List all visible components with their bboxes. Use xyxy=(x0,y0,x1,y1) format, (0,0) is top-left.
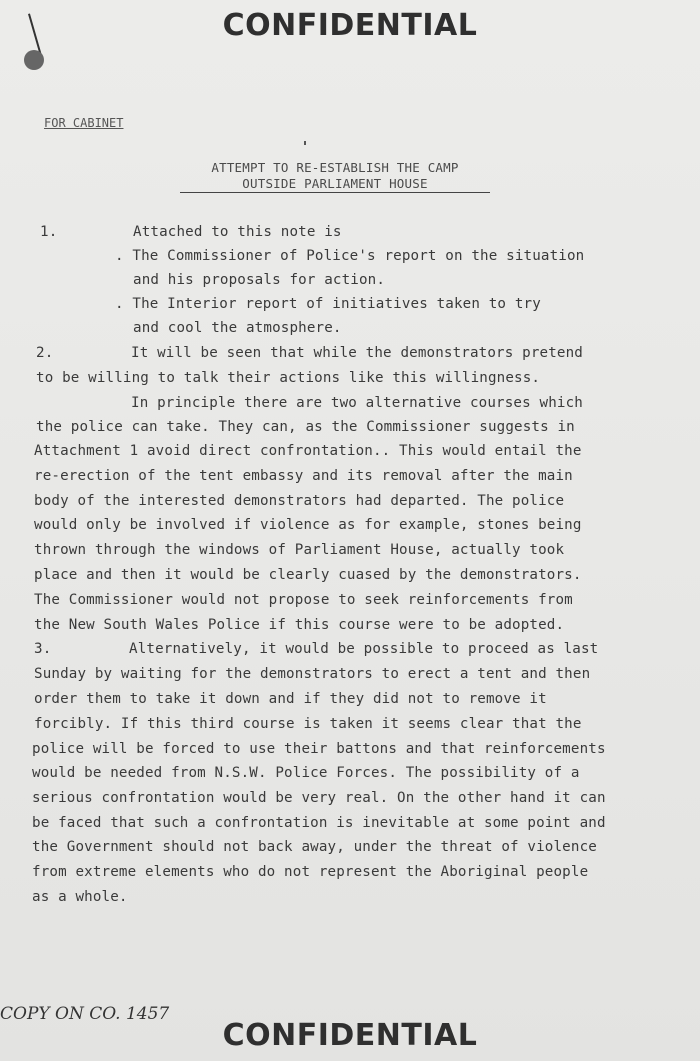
text-line: thrown through the windows of Parliament House, actually took xyxy=(34,542,565,558)
text-line: 1. xyxy=(40,224,58,240)
text-line: Alternatively, it would be possible to proceed as last xyxy=(129,641,599,657)
text-line: 2. xyxy=(36,345,54,361)
text-line: be faced that such a confrontation is inevitable at some point and xyxy=(32,815,606,831)
confidential-stamp-bottom: CONFIDENTIAL xyxy=(222,1018,478,1053)
text-line: would only be involved if violence as for example, stones being xyxy=(34,517,582,533)
text-line: and his proposals for action. xyxy=(133,272,386,288)
text-line: . The Interior report of initiatives taken to try xyxy=(115,296,541,312)
text-line: the Government should not back away, under the threat of violence xyxy=(32,839,597,855)
text-line: Sunday by waiting for the demonstrators to erect a tent and then xyxy=(34,666,591,682)
text-line: Attached to this note is xyxy=(133,224,342,240)
text-line: It will be seen that while the demonstrators pretend xyxy=(131,345,583,361)
text-line: and cool the atmosphere. xyxy=(133,320,342,336)
text-line: the New South Wales Police if this course were to be adopted. xyxy=(34,617,565,633)
document-title-line2: OUTSIDE PARLIAMENT HOUSE xyxy=(180,176,490,193)
header-label: FOR CABINET xyxy=(44,116,124,130)
text-line: . The Commissioner of Police's report on the situation xyxy=(115,248,585,264)
text-line: Attachment 1 avoid direct confrontation.. This would entail the xyxy=(34,443,582,459)
text-line: would be needed from N.S.W. Police Forces. The possibility of a xyxy=(32,765,580,781)
text-line: to be willing to talk their actions like this willingness. xyxy=(36,370,541,386)
text-line: police will be forced to use their battons and that reinforcements xyxy=(32,741,606,757)
text-line: place and then it would be clearly cuased by the demonstrators. xyxy=(34,567,582,583)
ink-dot xyxy=(304,141,306,145)
text-line: forcibly. If this third course is taken it seems clear that the xyxy=(34,716,582,732)
punch-hole xyxy=(24,50,44,70)
text-line: the police can take. They can, as the Commissioner suggests in xyxy=(36,419,575,435)
text-line: 3. xyxy=(34,641,52,657)
text-line: from extreme elements who do not represent the Aboriginal people xyxy=(32,864,589,880)
document-title-line1: ATTEMPT TO RE-ESTABLISH THE CAMP xyxy=(211,160,459,175)
text-line: body of the interested demonstrators had departed. The police xyxy=(34,493,565,509)
text-line: serious confrontation would be very real. On the other hand it can xyxy=(32,790,606,806)
text-line: The Commissioner would not propose to seek reinforcements from xyxy=(34,592,573,608)
confidential-stamp-top: CONFIDENTIAL xyxy=(222,8,478,43)
text-line: as a whole. xyxy=(32,889,128,905)
text-line: order them to take it down and if they did not to remove it xyxy=(34,691,547,707)
text-line: In principle there are two alternative courses which xyxy=(131,395,583,411)
handwritten-note: COPY ON CO. 1457 xyxy=(0,1004,170,1024)
text-line: re-erection of the tent embassy and its removal after the main xyxy=(34,468,573,484)
